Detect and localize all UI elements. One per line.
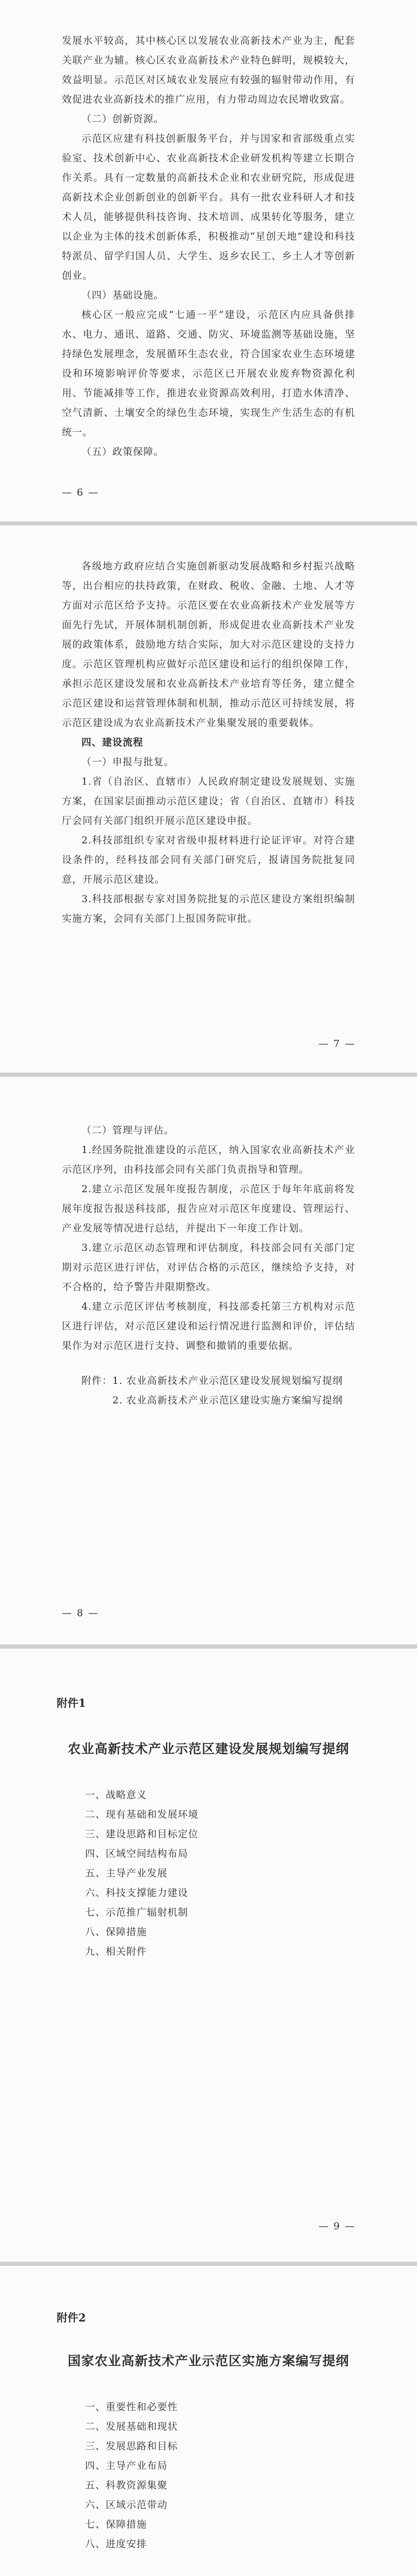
outline-item: 六、区域示范带动 <box>85 2499 168 2511</box>
page-10 <box>0 2266 417 2576</box>
paragraph: 各级地方政府应结合实施创新驱动发展战略和乡村振兴战略等，出台相应的扶持政策，在财政、税收、金融、土地、人才等方面对示范区给予支持。示范区要在农业高新技术产业发展等方面先行先试，开展体制机制创新，形成促进农业高新技术产业发展的政策体系，鼓励地方结合实际，加大对示范区建设的支持力度。示范区管理机构应做好示范区建设和运行的组织保障工作，承担示范区建设发展和农业高新技术产业培育等任务，建立健全示范区建设和运营管理体制和机制，推动示范区可持续发展，将示范区建设成为农业高新技术产业集聚发展的重要载体。 <box>62 561 355 728</box>
outline-item: 七、保障措施 <box>85 2519 147 2530</box>
section-heading: （四）基础设施。 <box>81 290 164 301</box>
outline-item: 四、主导产业布局 <box>85 2460 168 2471</box>
attachment-item: 2. 农业高新技术产业示范区建设实施方案编写提纲 <box>112 1395 343 1406</box>
outline-item: 一、重要性和必要性 <box>85 2401 178 2413</box>
section-heading: （五）政策保障。 <box>81 446 164 457</box>
attachment-title: 国家农业高新技术产业示范区实施方案编写提纲 <box>68 2353 349 2368</box>
outline-list <box>85 1785 198 1961</box>
section-heading: （二）管理与评估。 <box>81 1125 175 1136</box>
paragraph: 核心区一般应完成“七通一平”建设，示范区内应具备供排水、电力、通讯、道路、交通、防灾、环境监测等基础设施，坚持绿色发展理念，发展循环生态农业，符合国家农业生态环境建设和环境影响评价等要求，示范区已开展农业废弃物资源化利用、节能减排等工作，推进农业资源高效利用，打造水体清净、空气清新、土壤安全的绿色生态环境，实现生产生活生态的有机统一。 <box>62 309 355 438</box>
outline-item: 二、现有基础和发展环境 <box>85 1809 199 1820</box>
attachment-title: 农业高新技术产业示范区建设发展规划编写提纲 <box>68 1741 349 1756</box>
paragraph: 1.经国务院批准建设的示范区，纳入国家农业高新技术产业示范区序列，由科技部会同有关部门负责指导和管理。 <box>62 1144 355 1175</box>
outline-item: 四、区域空间结构布局 <box>85 1848 189 1859</box>
page-7 <box>0 526 417 1073</box>
paragraph: 2.建立示范区发展年度报告制度，示范区于每年年底前将发展年度报告报送科技部，报告应对示范区年度建设、管理运行、产业发展等情况进行总结，并提出下一年度工作计划。 <box>62 1183 355 1234</box>
page-number: — 8 — <box>62 1607 99 1619</box>
page-6 <box>0 0 417 521</box>
outline-item: 五、主导产业发展 <box>85 1868 168 1879</box>
page-number: — 7 — <box>318 1038 356 1049</box>
outline-item: 九、相关附件 <box>85 1946 147 1957</box>
paragraph: 3.建立示范区动态管理和评估制度，科技部会同有关部门定期对示范区进行评估，对评估合格的示范区，继续给予支持，对不合格的，给予警告并限期整改。 <box>62 1242 355 1293</box>
attachments-label: 附件： <box>81 1375 113 1386</box>
page-number: — 6 — <box>62 487 99 498</box>
outline-item: 三、建设思路和目标定位 <box>85 1828 199 1840</box>
page-9 <box>0 1649 417 2262</box>
outline-item: 一、战略意义 <box>85 1789 147 1801</box>
attachment-item: 1. 农业高新技术产业示范区建设发展规划编写提纲 <box>112 1375 343 1386</box>
attachment-label: 附件2 <box>57 2311 86 2324</box>
page-7-body <box>62 556 355 928</box>
outline-list <box>85 2397 178 2554</box>
outline-item: 七、示范推广辐射机制 <box>85 1907 189 1918</box>
outline-item: 二、发展基础和现状 <box>85 2421 178 2432</box>
page-number: — 9 — <box>318 2221 356 2232</box>
section-heading: （二）创新资源。 <box>81 113 164 125</box>
paragraph: 示范区应建有科技创新服务平台，并与国家和省部级重点实验室、技术创新中心、农业高新技术企业研发机构等建立长期合作关系。具有一定数量的高新技术企业和农业研究院，形成促进高新技术企业创新创业的创新平台。具有一批农业科研人才和技术人员，能够提供科技咨询、技术培训、成果转化等服务，建立以企业为主体的技术创新体系，积极推动“星创天地”建设和科技特派员、留学归国人员、大学生、返乡农民工、乡土人才等创新创业。 <box>62 133 355 281</box>
outline-item: 八、进度安排 <box>85 2538 147 2550</box>
outline-item: 八、保障措施 <box>85 1926 147 1938</box>
page-8 <box>0 1077 417 1645</box>
paragraph: 1.省（自治区、直辖市）人民政府制定建设发展规划、实施方案，在国家层面推动示范区建设；省（自治区、直辖市）科技厅会同有关部门组织开展示范区建设申报。 <box>62 776 355 826</box>
attachments-list <box>62 1371 355 1391</box>
outline-item: 五、科教资源集聚 <box>85 2480 168 2491</box>
paragraph: 3.科技部根据专家对国务院批复的示范区建设方案组织编制实施方案，会同有关部门上报国务院审批。 <box>62 893 355 924</box>
outline-item: 三、发展思路和目标 <box>85 2441 178 2452</box>
page-6-body <box>62 31 355 462</box>
paragraph: 2.科技部组织专家对省级申报材料进行论证评审。对符合建设条件的，经科技部会同有关部门研究后，报请国务院批复同意，开展示范区建设。 <box>62 835 355 885</box>
attachment-label: 附件1 <box>57 1697 86 1709</box>
page-8-body <box>62 1121 355 1410</box>
outline-item: 六、科技支撑能力建设 <box>85 1887 189 1899</box>
paragraph: 发展水平较高，其中核心区以发展农业高新技术产业为主，配套关联产业为辅。核心区农业高新技术产业特色鲜明，规模较大，效益明显。示范区对区域农业发展应有较强的辐射带动作用，有效促进农业高新技术的推广应用，有力带动周边农民增收致富。 <box>62 35 355 105</box>
paragraph: 4.建立示范区评估考核制度，科技部委托第三方机构对示范区进行评估，对示范区建设和运行情况进行监测和评价，评估结果作为对示范区进行支持、调整和撤销的重要依据。 <box>62 1301 355 1351</box>
section-heading: 四、建设流程 <box>81 737 144 748</box>
section-heading: （一）申报与批复。 <box>81 756 175 768</box>
